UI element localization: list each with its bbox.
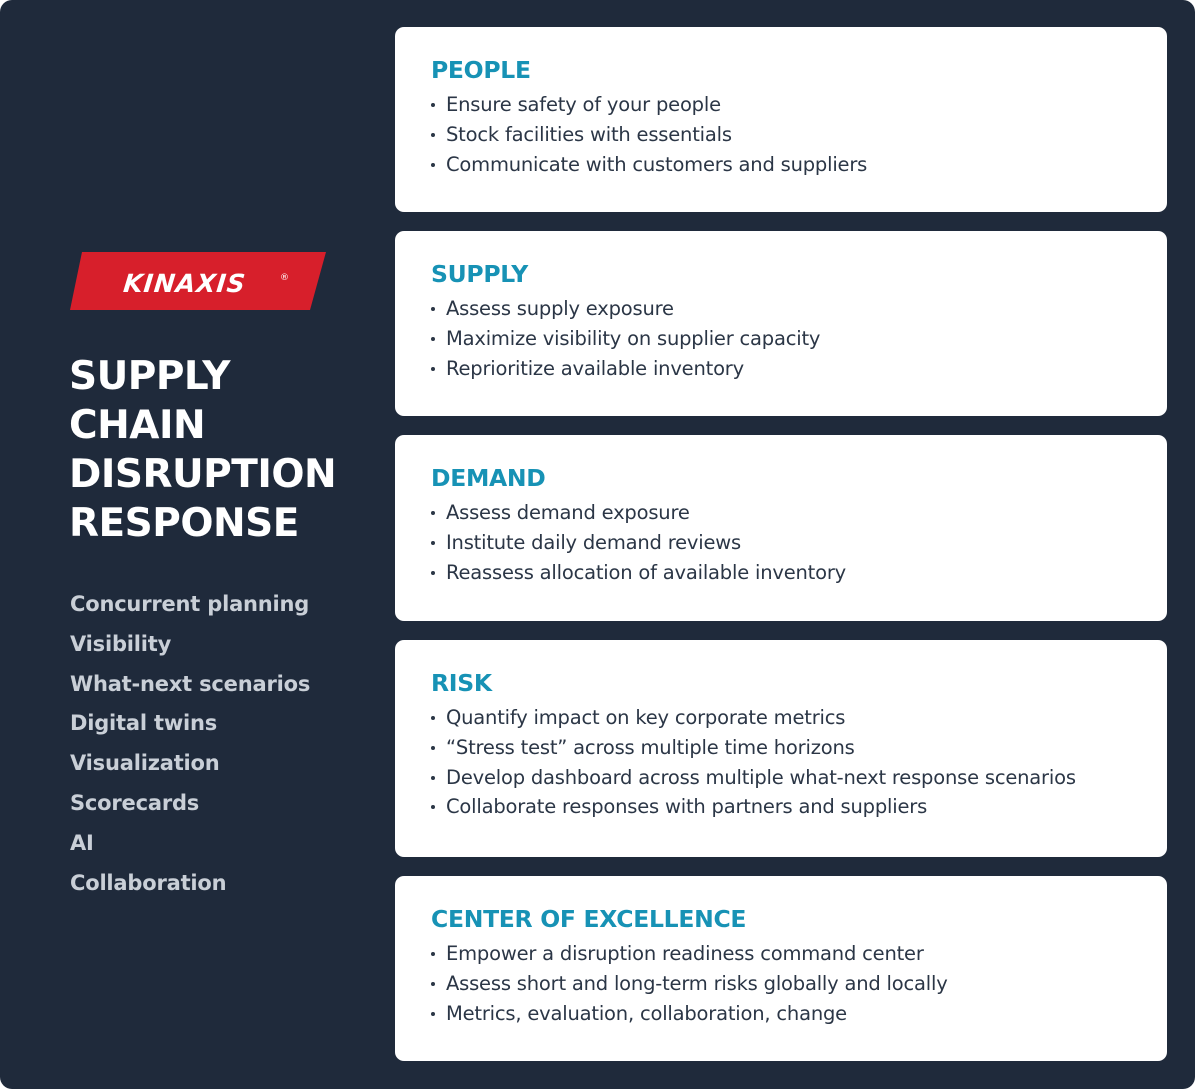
card-supply bbox=[395, 231, 1167, 416]
card-list bbox=[431, 90, 1167, 179]
registered-mark-icon: ® bbox=[280, 273, 289, 283]
card-center-of-excellence bbox=[395, 876, 1167, 1061]
list-item: Assess supply exposure bbox=[431, 294, 1167, 324]
card-demand bbox=[395, 435, 1167, 621]
list-item: Stock facilities with essentials bbox=[431, 120, 1167, 150]
list-item: Metrics, evaluation, collaboration, change bbox=[431, 999, 1167, 1029]
list-item: Develop dashboard across multiple what-next response scenarios bbox=[431, 763, 1167, 793]
list-item: Reprioritize available inventory bbox=[431, 354, 1167, 384]
card-list bbox=[431, 939, 1167, 1028]
list-item: Quantify impact on key corporate metrics bbox=[431, 703, 1167, 733]
card-people bbox=[395, 27, 1167, 212]
card-heading: PEOPLE bbox=[431, 56, 531, 84]
list-item: Ensure safety of your people bbox=[431, 90, 1167, 120]
card-risk bbox=[395, 640, 1167, 857]
list-item: Assess demand exposure bbox=[431, 498, 1167, 528]
capabilities-list bbox=[70, 586, 310, 904]
list-item: Assess short and long-term risks globally and locally bbox=[431, 969, 1167, 999]
kinaxis-logo bbox=[70, 252, 326, 310]
card-heading: RISK bbox=[431, 669, 492, 697]
card-heading: DEMAND bbox=[431, 464, 546, 492]
list-item: Communicate with customers and suppliers bbox=[431, 150, 1167, 180]
list-item: Maximize visibility on supplier capacity bbox=[431, 324, 1167, 354]
list-item: Collaborate responses with partners and suppliers bbox=[431, 792, 1167, 822]
card-list bbox=[431, 294, 1167, 383]
capability-item: What-next scenarios bbox=[70, 671, 311, 696]
capability-item: Digital twins bbox=[70, 711, 218, 736]
card-heading: SUPPLY bbox=[431, 260, 528, 288]
capability-item: Concurrent planning bbox=[70, 592, 310, 616]
list-item: Institute daily demand reviews bbox=[431, 528, 1167, 558]
capability-item: Scorecards bbox=[70, 790, 200, 815]
logo-text: KINAXIS bbox=[121, 269, 248, 298]
list-item: Reassess allocation of available inventory bbox=[431, 558, 1167, 588]
card-heading: CENTER OF EXCELLENCE bbox=[431, 905, 747, 933]
capability-item: AI bbox=[70, 830, 94, 855]
page-title bbox=[69, 352, 369, 548]
title-line: RESPONSE bbox=[69, 501, 299, 546]
title-line: DISRUPTION bbox=[69, 452, 337, 497]
title-line: CHAIN bbox=[69, 403, 206, 448]
capability-item: Collaboration bbox=[70, 870, 227, 895]
list-item: “Stress test” across multiple time horizons bbox=[431, 733, 1167, 763]
card-list bbox=[431, 703, 1167, 822]
capability-item: Visibility bbox=[70, 631, 172, 656]
title-line: SUPPLY bbox=[69, 354, 230, 399]
kinaxis-logo-badge bbox=[70, 252, 326, 310]
capability-item: Visualization bbox=[70, 751, 220, 776]
list-item: Empower a disruption readiness command center bbox=[431, 939, 1167, 969]
card-list bbox=[431, 498, 1167, 587]
